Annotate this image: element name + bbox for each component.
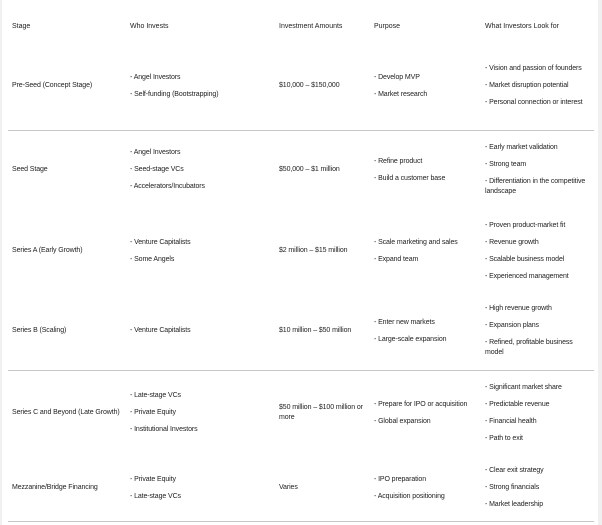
table-row [2, 460, 598, 516]
amount-value: $10,000 – $150,000 [279, 82, 340, 89]
header-purpose: Purpose [374, 23, 401, 30]
list-item: - Expand team [374, 255, 419, 263]
list-item: - Self-funding (Bootstrapping) [130, 90, 219, 98]
list-item: - Strong team [485, 161, 527, 168]
list-item: - Develop MVP [374, 73, 420, 81]
amount-cell [279, 460, 369, 516]
who-invests-cell [130, 377, 270, 449]
list-item: - Proven product-market fit [485, 221, 566, 229]
list-item: - Prepare for IPO or acquisition [374, 400, 468, 408]
look-for-cell [485, 377, 591, 449]
list-item: - Large-scale expansion [374, 335, 447, 343]
header-investment-amounts: Investment Amounts [279, 23, 343, 30]
list-item: - Scale marketing and sales [374, 238, 458, 246]
list-item: - Market leadership [485, 501, 544, 508]
list-item: - Accelerators/Incubators [130, 183, 205, 190]
table-row [2, 50, 598, 122]
list-item: - Clear exit strategy [485, 467, 544, 474]
list-item: - Late-stage VCs [130, 392, 181, 399]
list-item: - Venture Capitalists [130, 238, 191, 246]
list-item: - Experienced management [485, 272, 569, 280]
stage-name: Pre-Seed (Concept Stage) [12, 82, 93, 89]
list-item: - Revenue growth [485, 238, 539, 246]
list-item: - Build a customer base [374, 174, 446, 182]
look-for-cell [485, 138, 591, 202]
document-page [2, 0, 598, 525]
header-stage: Stage [12, 23, 31, 30]
amount-value: Varies [279, 484, 298, 491]
header-what-investors-look-for: What Investors Look for [485, 23, 559, 30]
list-item: - Differentiation in the competitive landscape [485, 178, 586, 195]
who-invests-cell [130, 298, 270, 364]
list-item: - IPO preparation [374, 475, 426, 483]
who-invests-cell [130, 50, 270, 122]
list-item: - Some Angels [130, 255, 175, 263]
table-row [2, 298, 598, 364]
stage-name: Series C and Beyond (Late Growth) [12, 409, 120, 416]
list-item: - Private Equity [130, 475, 176, 483]
list-item: - Venture Capitalists [130, 327, 191, 334]
list-item: - Expansion plans [485, 322, 539, 329]
amount-cell [279, 377, 369, 449]
list-item: - Late-stage VCs [130, 492, 181, 500]
row-divider [8, 130, 594, 131]
table-row [2, 215, 598, 287]
stage-name: Series A (Early Growth) [12, 247, 83, 254]
list-item: - Path to exit [485, 434, 523, 442]
stage-cell [12, 138, 122, 202]
who-invests-cell [130, 460, 270, 516]
table-row [2, 377, 598, 449]
purpose-cell [374, 460, 479, 516]
list-item: - High revenue growth [485, 305, 552, 312]
purpose-cell [374, 377, 479, 449]
row-divider [8, 370, 594, 371]
list-item: - Early market validation [485, 144, 558, 151]
stage-cell [12, 50, 122, 122]
look-for-cell [485, 298, 591, 364]
row-divider [8, 521, 594, 522]
stage-cell [12, 215, 122, 287]
list-item: - Enter new markets [374, 318, 435, 326]
stage-name: Seed Stage [12, 166, 48, 173]
stage-name: Series B (Scaling) [12, 327, 67, 334]
amount-value: $10 million – $50 million [279, 327, 352, 334]
amount-cell [279, 138, 369, 202]
list-item: - Seed-stage VCs [130, 166, 184, 173]
purpose-cell [374, 138, 479, 202]
list-item: - Institutional Investors [130, 426, 198, 433]
purpose-cell [374, 215, 479, 287]
list-item: - Financial health [485, 417, 537, 425]
amount-value: $50,000 – $1 million [279, 166, 340, 173]
stage-name: Mezzanine/Bridge Financing [12, 484, 98, 491]
header-who-invests: Who Invests [130, 23, 169, 30]
list-item: - Strong financials [485, 484, 540, 491]
list-item: - Global expansion [374, 417, 431, 425]
amount-value: $50 million – $100 million or more [279, 404, 363, 421]
list-item: - Scalable business model [485, 255, 565, 263]
look-for-cell [485, 50, 591, 122]
list-item: - Significant market share [485, 383, 562, 391]
look-for-cell [485, 460, 591, 516]
list-item: - Predictable revenue [485, 400, 550, 408]
amount-cell [279, 215, 369, 287]
list-item: - Vision and passion of founders [485, 65, 582, 72]
amount-cell [279, 50, 369, 122]
who-invests-cell [130, 215, 270, 287]
stage-cell [12, 377, 122, 449]
list-item: - Angel Investors [130, 149, 181, 156]
stage-cell [12, 298, 122, 364]
list-item: - Market research [374, 90, 428, 98]
list-item: - Refine product [374, 157, 423, 165]
list-item: - Acquisition positioning [374, 492, 445, 500]
who-invests-cell [130, 138, 270, 202]
purpose-cell [374, 298, 479, 364]
list-item: - Private Equity [130, 409, 176, 416]
stage-cell [12, 460, 122, 516]
amount-value: $2 million – $15 million [279, 247, 348, 254]
look-for-cell [485, 215, 591, 287]
list-item: - Refined, profitable business model [485, 339, 573, 356]
list-item: - Market disruption potential [485, 82, 569, 89]
list-item: - Angel Investors [130, 73, 181, 81]
amount-cell [279, 298, 369, 364]
table-row [2, 138, 598, 202]
purpose-cell [374, 50, 479, 122]
list-item: - Personal connection or interest [485, 99, 583, 106]
